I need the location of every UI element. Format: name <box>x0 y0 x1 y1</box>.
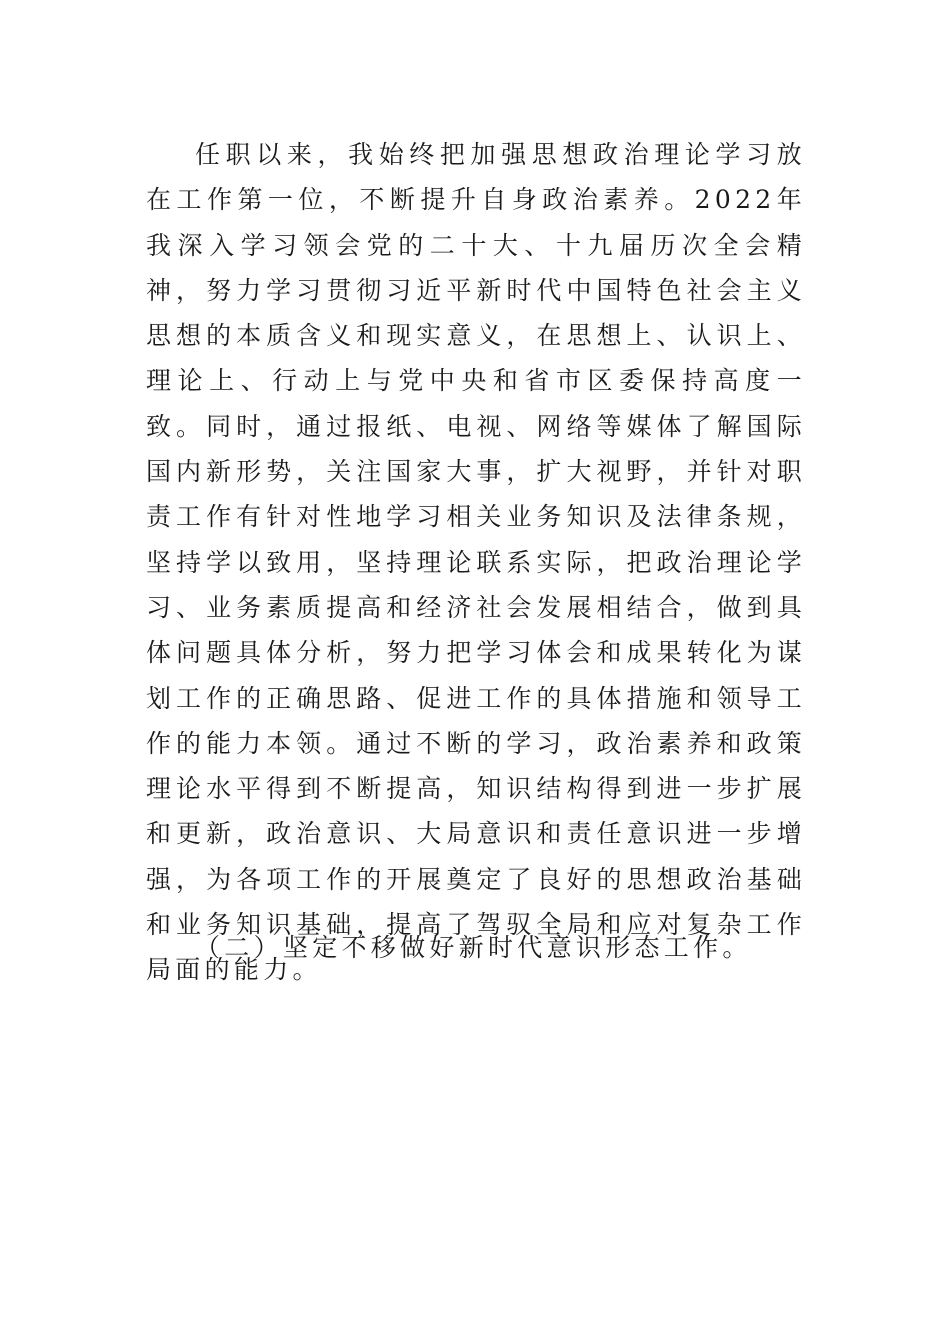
section-heading: （二）坚定不移做好新时代意识形态工作。 <box>195 933 752 962</box>
body-paragraph: 任职以来，我始终把加强思想政治理论学习放在工作第一位，不断提升自身政治素养。2022年我深入学习领会党的二十大、十九届历次全会精神，努力学习贯彻习近平新时代中国特色社会主义思想的本质含义和现实意义，在思想上、认识上、理论上、行动上与党中央和省市区委保持高度一致。同时，通过报纸、电视、网络等媒体了解国际国内新形势，关注国家大事，扩大视野，并针对职责工作有针对性地学习相关业务知识及法律条规，坚持学以致用，坚持理论联系实际，把政治理论学习、业务素质提高和经济社会发展相结合，做到具体问题具体分析，努力把学习体会和成果转化为谋划工作的正确思路、促进工作的具体措施和领导工作的能力本领。通过不断的学习，政治素养和政策理论水平得到不断提高，知识结构得到进一步扩展和更新，政治意识、大局意识和责任意识进一步增强，为各项工作的开展奠定了良好的思想政治基础和业务知识基础，提高了驾驭全局和应对复杂工作局面的能力。 <box>146 140 806 985</box>
